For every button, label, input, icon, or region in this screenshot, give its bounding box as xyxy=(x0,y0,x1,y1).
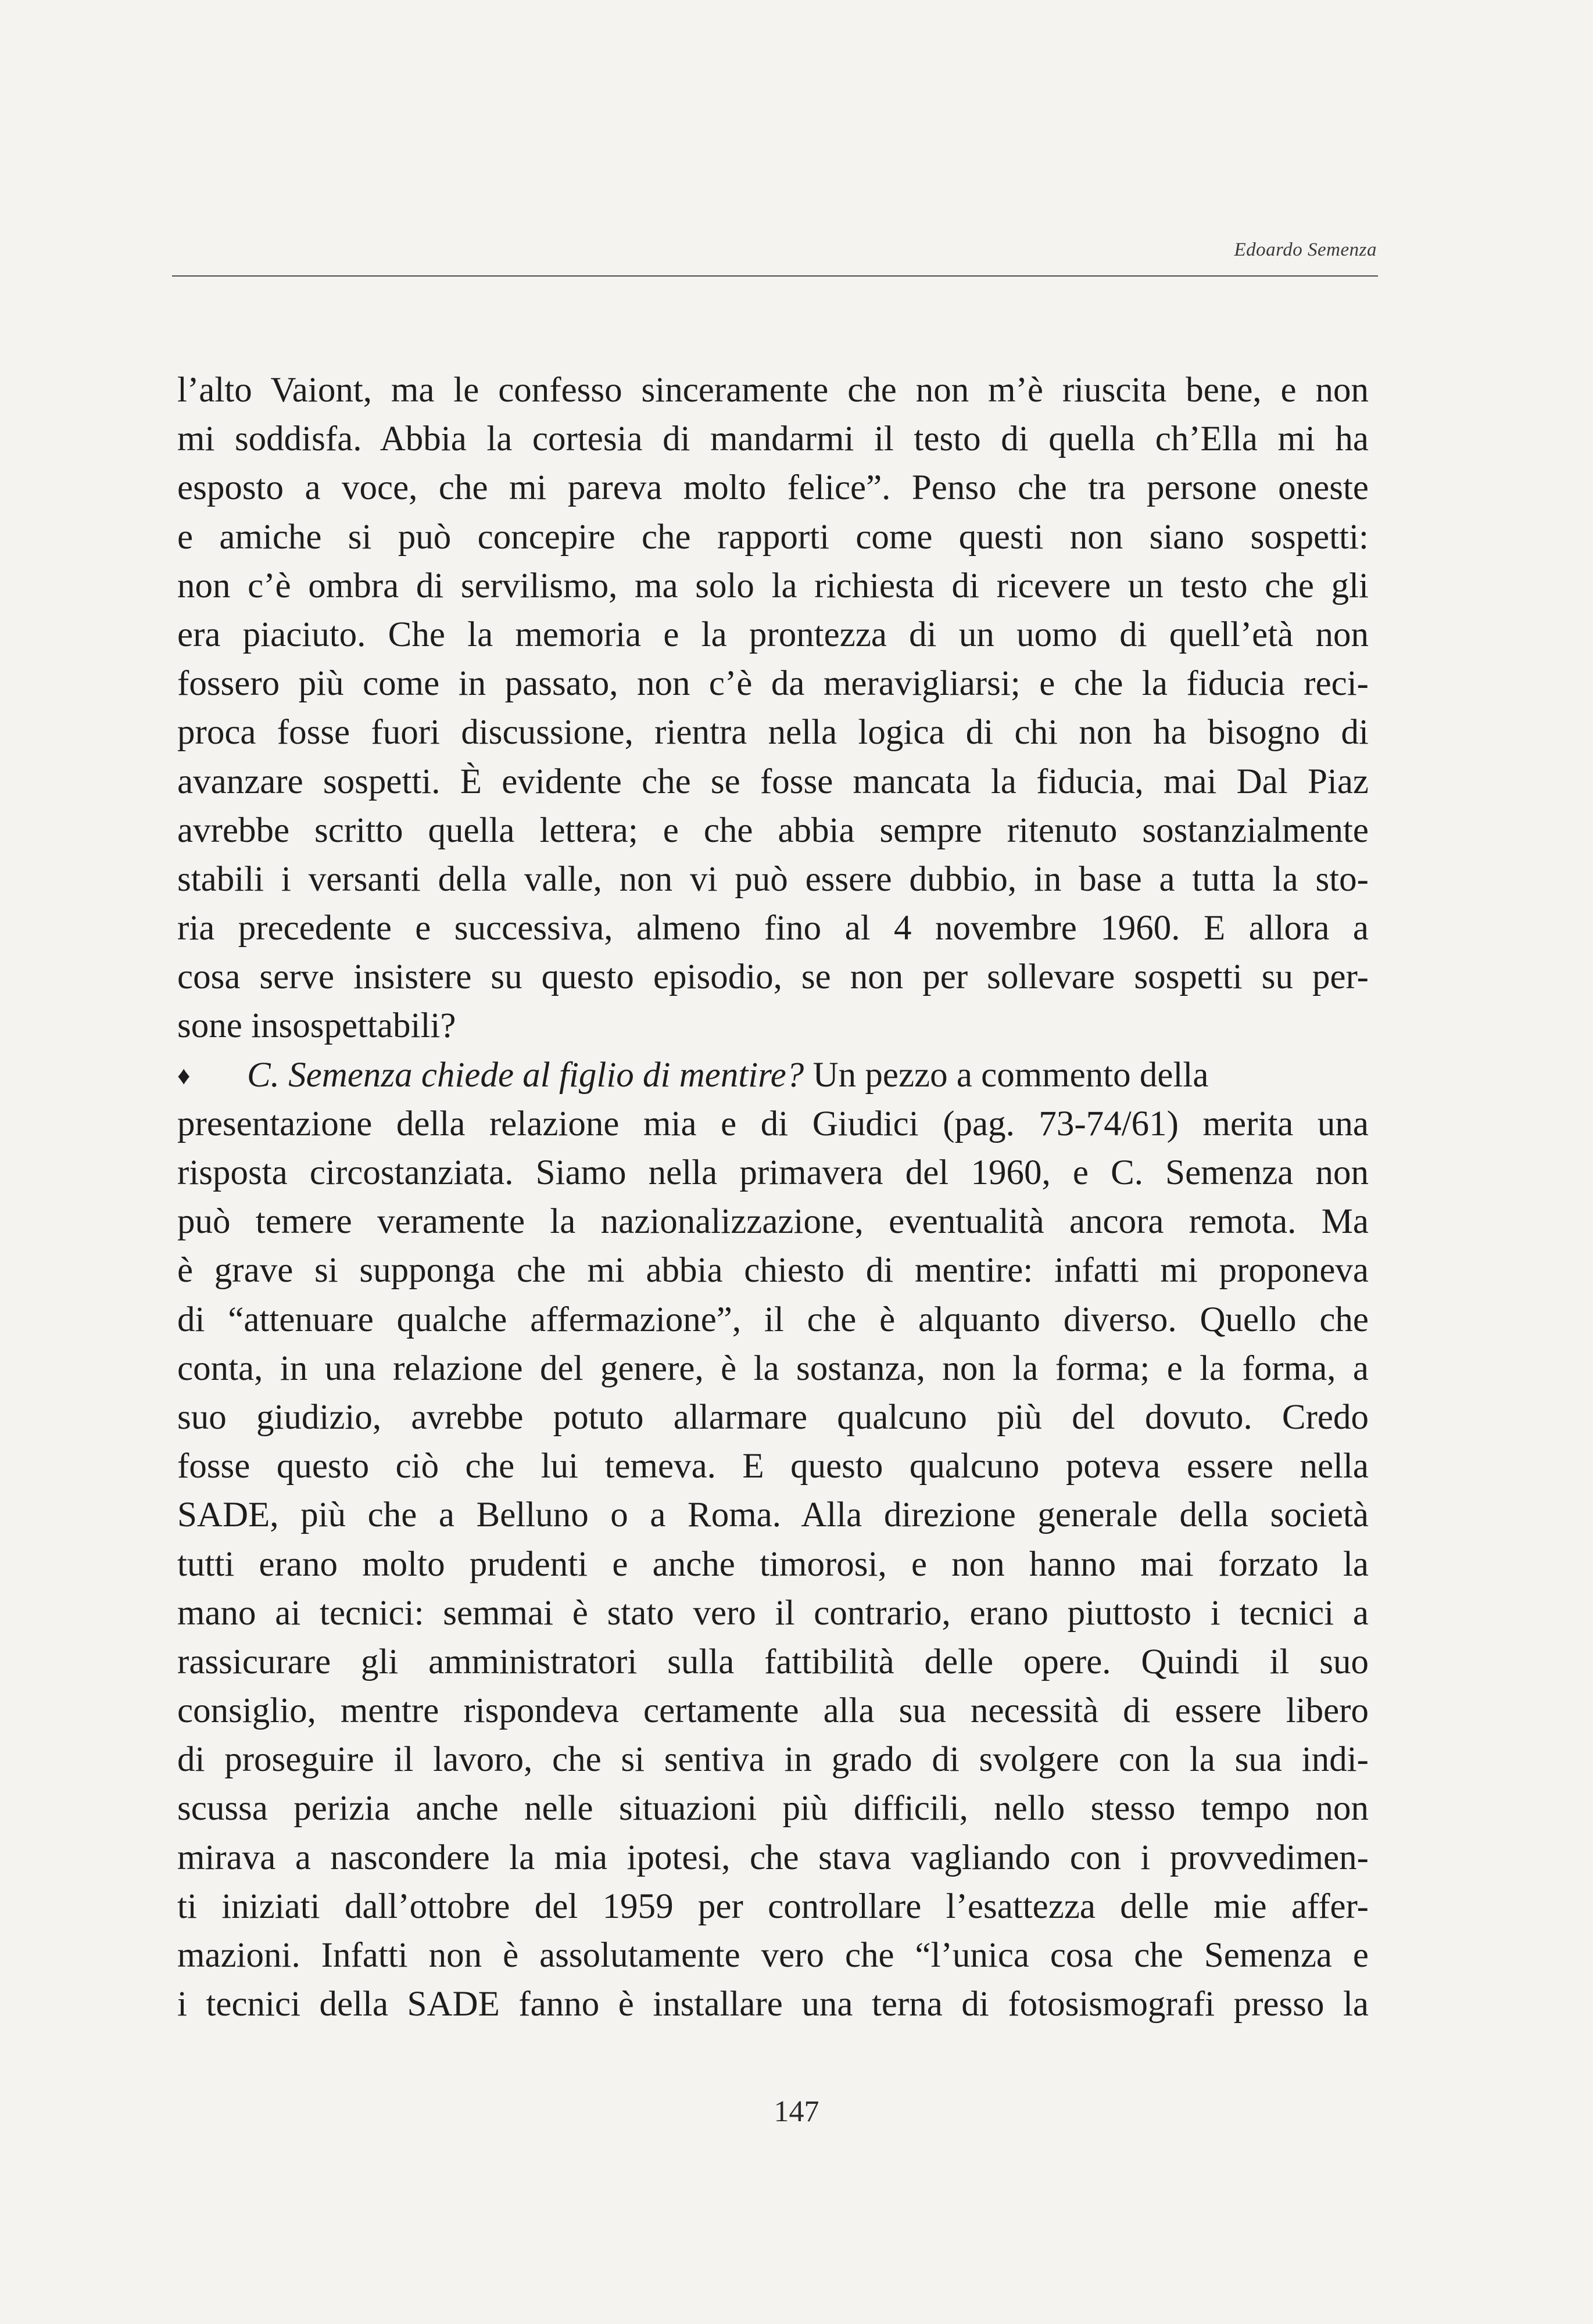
text-line: consiglio, mentre rispondeva certamente alla sua necessità di essere libero xyxy=(177,1691,1369,1731)
paragraph-1 xyxy=(177,366,1369,1051)
text-line: è grave si supponga che mi abbia chiesto di mentire: infatti mi proponeva xyxy=(177,1251,1369,1290)
text-line: di “attenuare qualche affermazione”, il che è alquanto diverso. Quello che xyxy=(177,1300,1369,1339)
running-head: Edoardo Semenza xyxy=(1234,239,1377,260)
text-line: presentazione della relazione mia e di Giudici (pag. 73-74/61) merita una xyxy=(177,1104,1369,1143)
text-line: rassicurare gli amministratori sulla fattibilità delle opere. Quindi il suo xyxy=(177,1642,1369,1681)
text-line: proca fosse fuori discussione, rientra nella logica di chi non ha bisogno di xyxy=(177,713,1369,752)
text-line: conta, in una relazione del genere, è la sostanza, non la forma; e la forma, a xyxy=(177,1349,1369,1388)
diamond-bullet-icon: ♦ xyxy=(177,1061,191,1090)
text-line: l’alto Vaiont, ma le confesso sinceramente che non m’è riuscita bene, e non xyxy=(177,371,1369,410)
text-line: non c’è ombra di servilismo, ma solo la richiesta di ricevere un testo che gli xyxy=(177,566,1369,605)
text-line: mano ai tecnici: semmai è stato vero il contrario, erano piuttosto i tecnici a xyxy=(177,1593,1369,1633)
text-line: SADE, più che a Belluno o a Roma. Alla direzione generale della società xyxy=(177,1495,1369,1535)
text-line: mazioni. Infatti non è assolutamente vero che “l’unica cosa che Semenza e xyxy=(177,1936,1369,1975)
text-line: tutti erano molto prudenti e anche timorosi, e non hanno mai forzato la xyxy=(177,1544,1369,1584)
text-line: fosse questo ciò che lui temeva. E questo qualcuno poteva essere nella xyxy=(177,1447,1369,1486)
text-line: mi soddisfa. Abbia la cortesia di mandarmi il testo di quella ch’Ella mi ha xyxy=(177,419,1369,459)
body-text xyxy=(177,366,1369,2029)
text-line: risposta circostanziata. Siamo nella primavera del 1960, e C. Semenza non xyxy=(177,1153,1369,1192)
text-line: suo giudizio, avrebbe potuto allarmare qualcuno più del dovuto. Credo xyxy=(177,1397,1369,1437)
text-line: sone insospettabili? xyxy=(177,1006,456,1046)
text-line: avrebbe scritto quella lettera; e che abbia sempre ritenuto sostanzialmente xyxy=(177,810,1369,850)
text-line: era piaciuto. Che la memoria e la prontezza di un uomo di quell’età non xyxy=(177,615,1369,654)
section-paragraph xyxy=(177,1051,1369,2029)
text-line: cosa serve insistere su questo episodio, se non per sollevare sospetti su per- xyxy=(177,957,1369,997)
text-line: ria precedente e successiva, almeno fino al 4 novembre 1960. E allora a xyxy=(177,909,1369,948)
section-first-line-text: Un pezzo a commento della xyxy=(812,1055,1209,1095)
text-line: e amiche si può concepire che rapporti come questi non siano sospetti: xyxy=(177,517,1369,557)
text-line: stabili i versanti della valle, non vi può essere dubbio, in base a tutta la sto- xyxy=(177,859,1369,899)
text-line: esposto a voce, che mi pareva molto felice”. Penso che tra persone oneste xyxy=(177,468,1369,508)
section-heading: C. Semenza chiede al figlio di mentire? xyxy=(247,1055,804,1095)
text-line: di proseguire il lavoro, che si sentiva in grado di svolgere con la sua indi- xyxy=(177,1740,1369,1780)
text-line: avanzare sospetti. È evidente che se fosse mancata la fiducia, mai Dal Piaz xyxy=(177,762,1369,801)
section-first-line xyxy=(177,1051,1369,1100)
text-line: fossero più come in passato, non c’è da meravigliarsi; e che la fiducia reci- xyxy=(177,664,1369,704)
text-line: mirava a nascondere la mia ipotesi, che stava vagliando con i provvedimen- xyxy=(177,1838,1369,1877)
text-line: ti iniziati dall’ottobre del 1959 per controllare l’esattezza delle mie affer- xyxy=(177,1887,1369,1926)
page-number: 147 xyxy=(774,2095,819,2128)
text-line: i tecnici della SADE fanno è installare una terna di fotosismografi presso la xyxy=(177,1985,1369,2024)
header-rule xyxy=(172,275,1378,277)
text-line: può temere veramente la nazionalizzazione, eventualità ancora remota. Ma xyxy=(177,1202,1369,1242)
text-line: scussa perizia anche nelle situazioni più difficili, nello stesso tempo non xyxy=(177,1789,1369,1828)
